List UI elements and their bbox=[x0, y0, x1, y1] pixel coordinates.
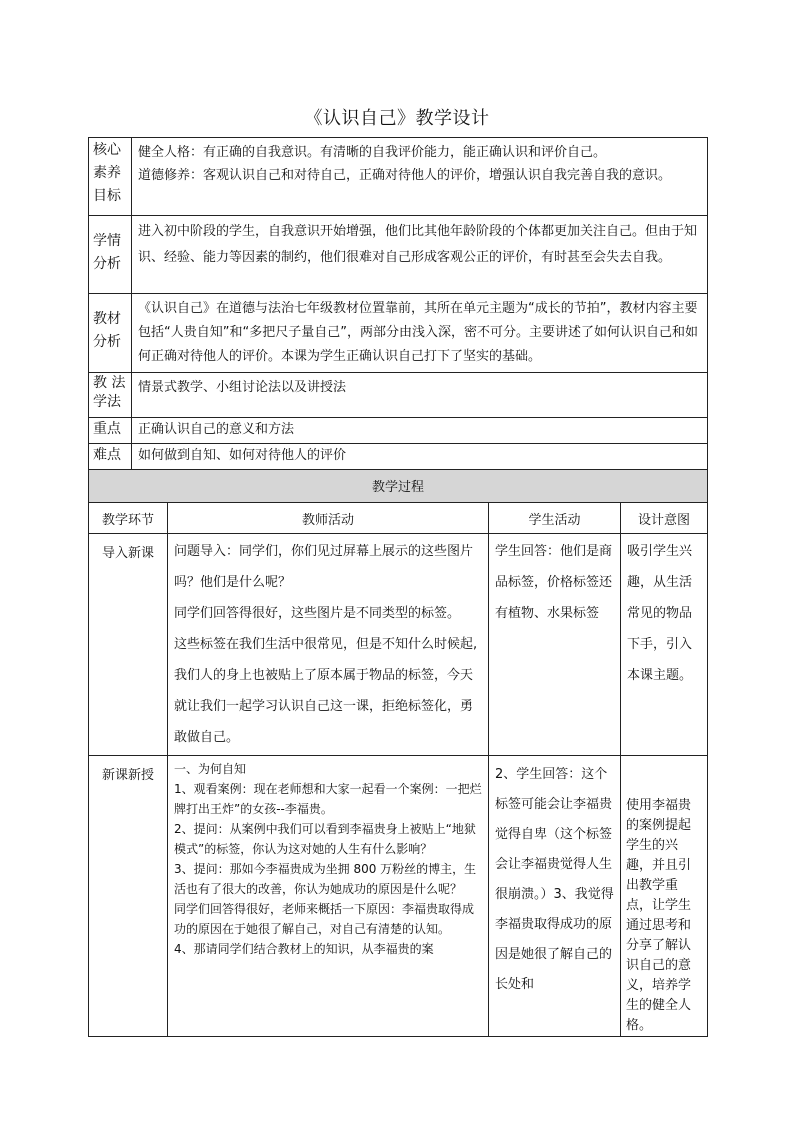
label-core-literacy: 核心 素养 目标 bbox=[89, 138, 132, 216]
student-activity-intro: 学生回答：他们是商品标签，价格标签还有植物、水果标签 bbox=[489, 534, 621, 756]
design-intent-intro: 吸引学生兴趣，从生活常见的物品下手，引入本课主题。 bbox=[621, 534, 708, 756]
column-header-intent: 设计意图 bbox=[621, 503, 708, 534]
student-activity-new: 2、学生回答：这个标签可能会让李福贵觉得自卑（这个标签会让李福贵觉得人生很崩溃。）3、我觉得李福贵取得成功的原因是她很了解自己的长处和 bbox=[489, 756, 621, 1037]
label-difficulty: 难点 bbox=[89, 444, 132, 470]
stage-new-lesson: 新课新授 bbox=[89, 756, 168, 1037]
teacher-activity-intro: 问题导入：同学们，你们见过屏幕上展示的这些图片吗？他们是什么呢？ 同学们回答得很好，这些图片是不同类型的标签。 这些标签在我们生活中很常见，但是不知什么时候起,我们人的身上也被贴上了原本属于物品的标签，今天就让我们一起学习认识自己这一课，拒绝标签化，勇敢做自己。 bbox=[168, 534, 489, 756]
column-header-teacher: 教师活动 bbox=[168, 503, 489, 534]
core-literacy-content: 健全人格：有正确的自我意识。有清晰的自我评价能力，能正确认识和评价自己。 道德修养：客观认识自己和对待自己，正确对待他人的评价，增强认识自我完善自我的意识。 bbox=[132, 138, 708, 216]
difficulty-content: 如何做到自知、如何对待他人的评价 bbox=[132, 444, 708, 470]
stage-intro: 导入新课 bbox=[89, 534, 168, 756]
column-header-student: 学生活动 bbox=[489, 503, 621, 534]
column-header-stage: 教学环节 bbox=[89, 503, 168, 534]
methods-content: 情景式教学、小组讨论法以及讲授法 bbox=[132, 373, 708, 418]
process-header: 教学过程 bbox=[89, 470, 708, 503]
teacher-activity-new: 一、为何自知 1、观看案例：现在老师想和大家一起看一个案例：一把烂牌打出王炸”的女孩--李福贵。 2、提问：从案例中我们可以看到李福贵身上被贴上“地狱模式”的标签，你认为这对她的人生有什么影响？ 3、提问：那如今李福贵成为坐拥 800 万粉丝的博主，生活也有了很大的改善，你认为她成功的原因是什么呢？ 同学们回答得很好，老师来概括一下原因：李福贵取得成功的原因在于她很了解自己，对自己有清楚的认知。 4、那请同学们结合教材上的知识，从李福贵的案 bbox=[168, 756, 489, 1037]
label-student-analysis: 学情 分析 bbox=[89, 216, 132, 294]
label-methods: 教 法 学法 bbox=[89, 373, 132, 418]
label-key-point: 重点 bbox=[89, 418, 132, 444]
page-title: 《认识自己》教学设计 bbox=[304, 108, 490, 129]
student-analysis-content: 进入初中阶段的学生，自我意识开始增强，他们比其他年龄阶段的个体都更加关注自己。但由于知识、经验、能力等因素的制约，他们很难对自己形成客观公正的评价，有时甚至会失去自我。 bbox=[132, 216, 708, 294]
lesson-plan-table bbox=[88, 137, 708, 1037]
design-intent-new: 使用李福贵的案例提起学生的兴趣，并且引出教学重点，让学生通过思考和分享了解认识自己的意义，培养学生的健全人格。 bbox=[621, 756, 708, 1037]
textbook-analysis-content: 《认识自己》在道德与法治七年级教材位置靠前，其所在单元主题为“成长的节拍”，教材内容主要包括“人贵自知”和“多把尺子量自己”，两部分由浅入深，密不可分。主要讲述了如何认识自己和如何正确对待他人的评价。本课为学生正确认识自己打下了坚实的基础。 bbox=[132, 294, 708, 373]
label-textbook-analysis: 教材 分析 bbox=[89, 294, 132, 373]
key-point-content: 正确认识自己的意义和方法 bbox=[132, 418, 708, 444]
